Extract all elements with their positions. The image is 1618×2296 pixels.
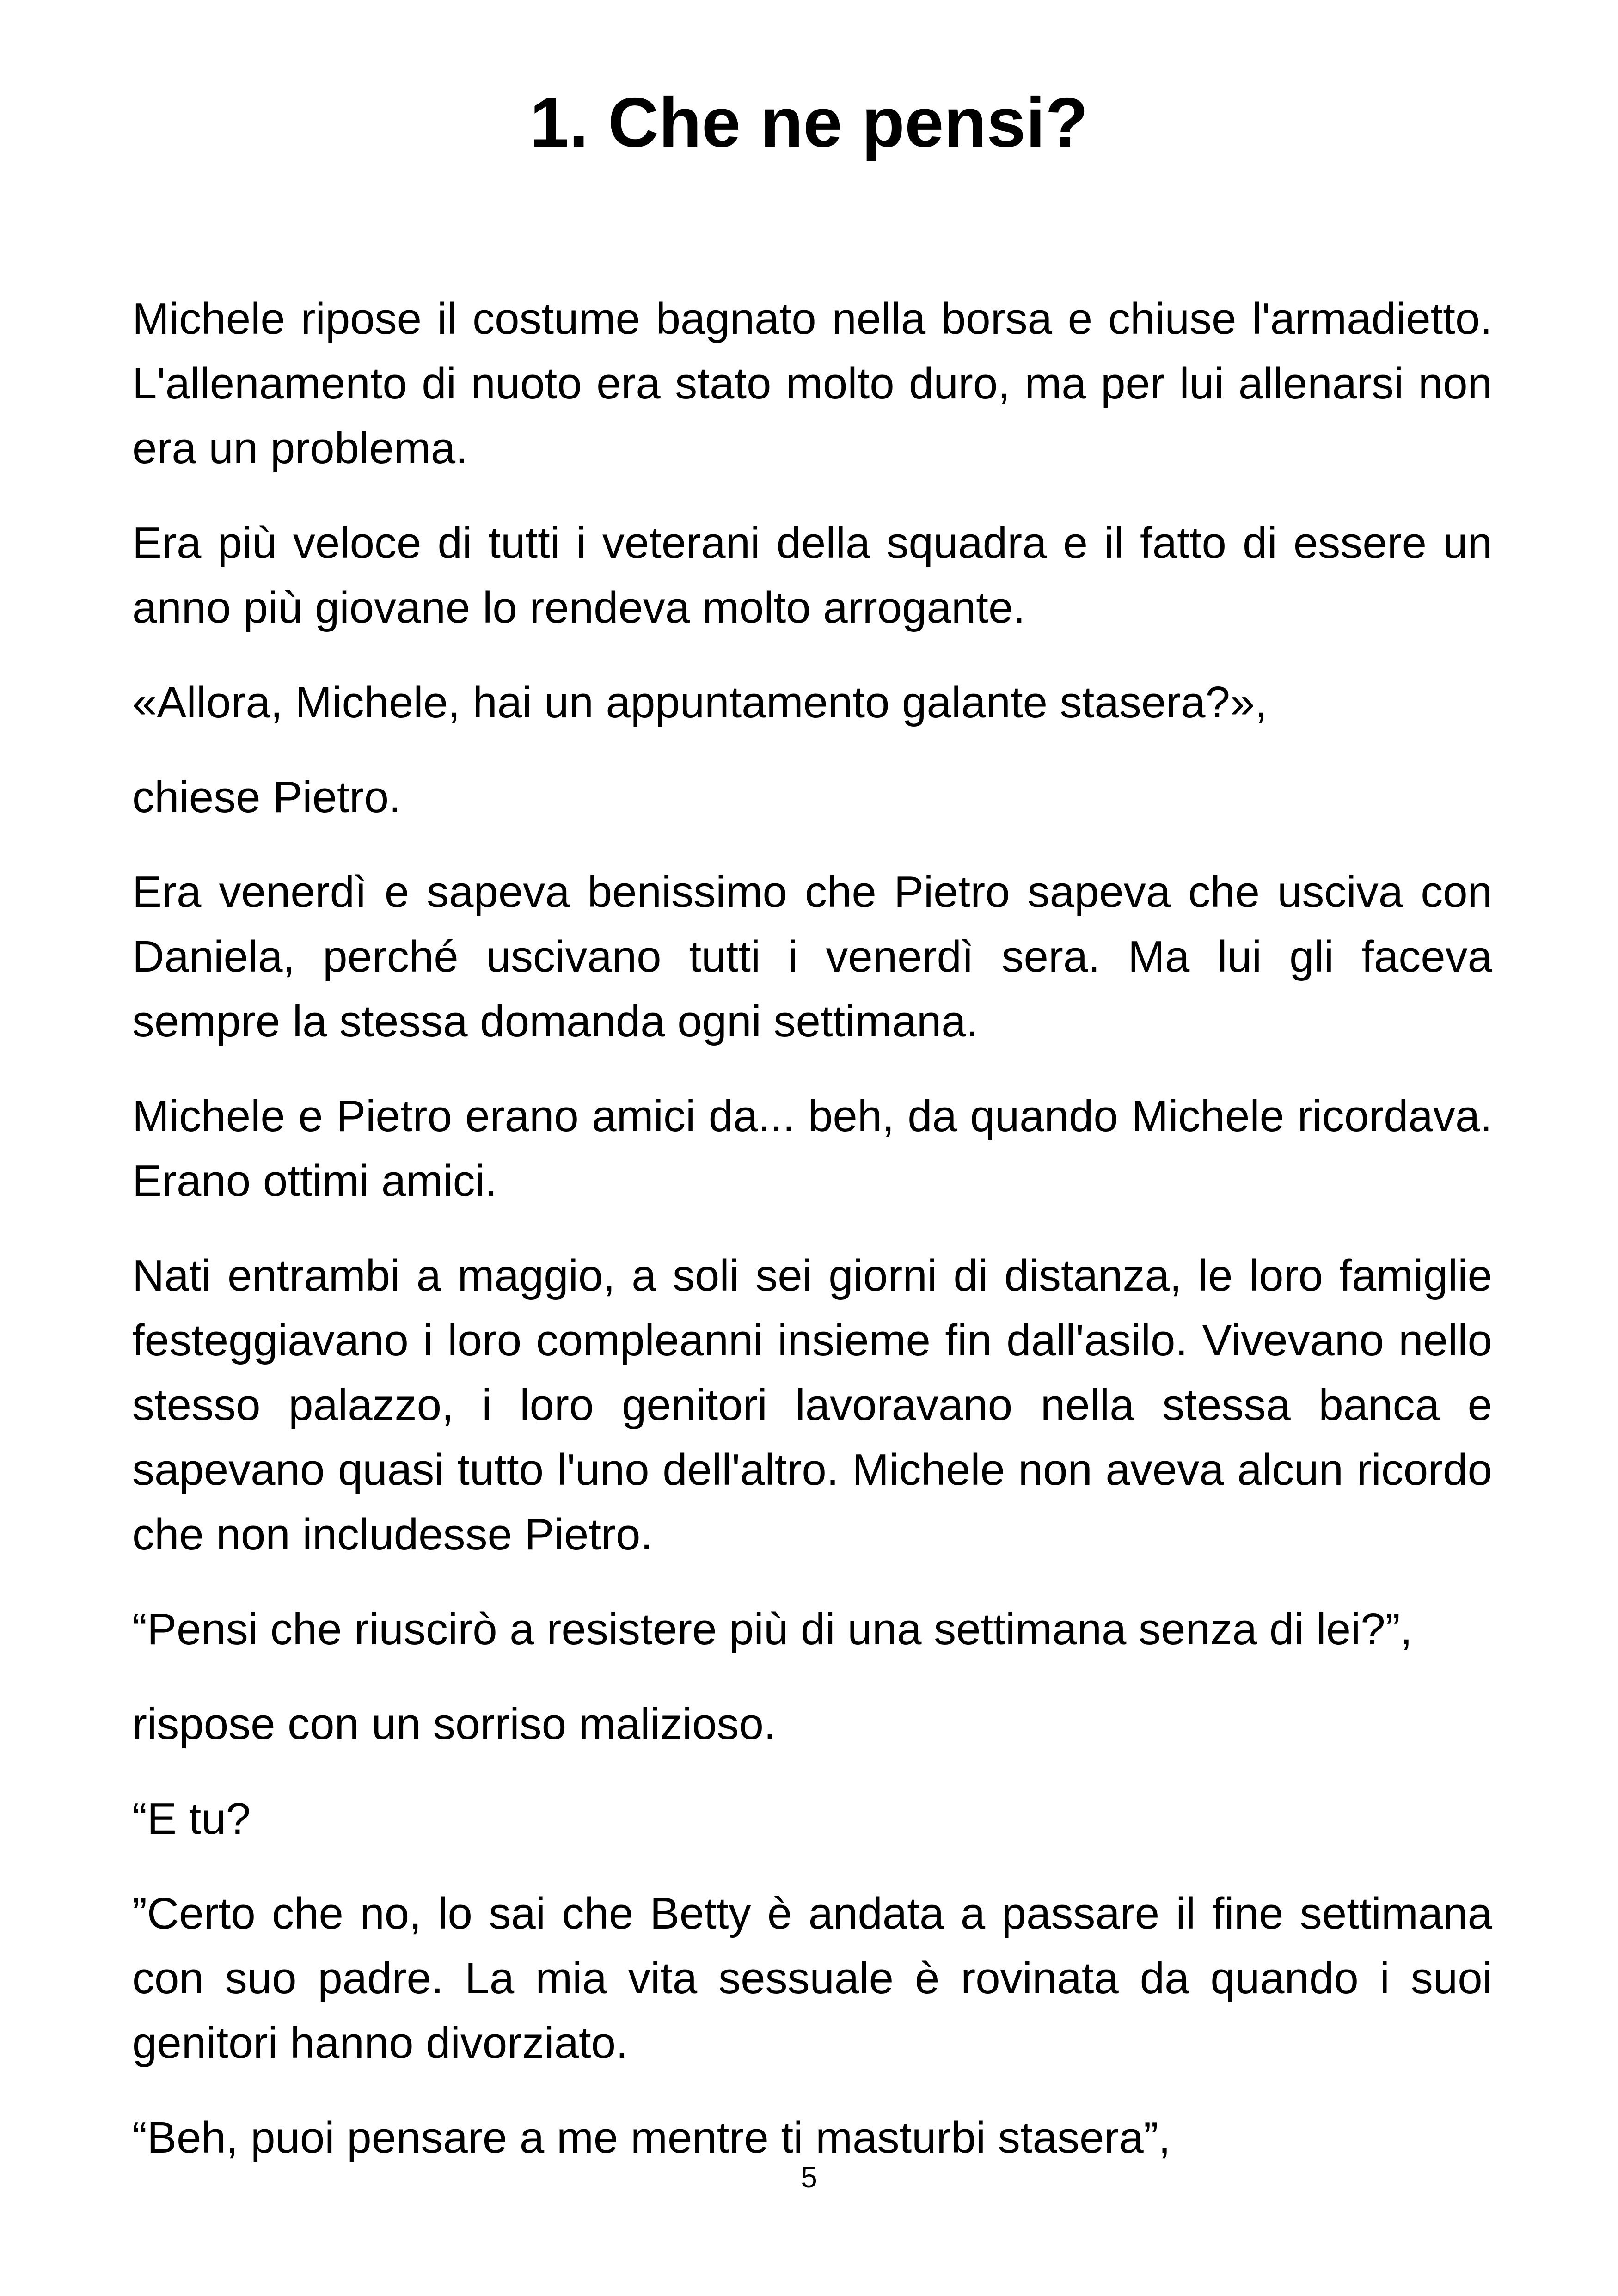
paragraph: Nati entrambi a maggio, a soli sei giorni di distanza, le loro famiglie festeggiavano i loro compleanni insieme fin dall'asilo. Vivevano nello stesso palazzo, i loro genitori lavoravano nella stessa banca e sapevano quasi tutto l'uno dell'altro. Michele non aveva alcun ricordo che non includesse Pietro. xyxy=(132,1251,1492,1559)
paragraph: ”Certo che no, lo sai che Betty è andata a passare il fine settimana con suo padre. La mia vita sessuale è rovinata da quando i suoi genitori hanno divorziato. xyxy=(132,1889,1492,2068)
page-number: 5 xyxy=(801,2161,817,2194)
paragraph: “E tu? xyxy=(132,1794,251,1843)
paragraph: “Pensi che riuscirò a resistere più di una settimana senza di lei?”, xyxy=(132,1604,1413,1654)
paragraph: «Allora, Michele, hai un appuntamento galante stasera?», xyxy=(132,678,1267,727)
paragraph: rispose con un sorriso malizioso. xyxy=(132,1699,776,1749)
paragraph: Era più veloce di tutti i veterani della squadra e il fatto di essere un anno più giovane lo rendeva molto arrogante. xyxy=(132,518,1492,632)
paragraph: Era venerdì e sapeva benissimo che Pietro sapeva che usciva con Daniela, perché uscivano tutti i venerdì sera. Ma lui gli faceva sempre la stessa domanda ogni settimana. xyxy=(132,867,1492,1046)
paragraph: chiese Pietro. xyxy=(132,772,401,822)
chapter-title: 1. Che ne pensi? xyxy=(530,83,1088,162)
paragraph: Michele e Pietro erano amici da... beh, da quando Michele ricordava. Erano ottimi amici. xyxy=(132,1091,1492,1206)
body-text xyxy=(132,287,1492,2200)
paragraph: Michele ripose il costume bagnato nella borsa e chiuse l'armadietto. L'allenamento di nuoto era stato molto duro, ma per lui allenarsi non era un problema. xyxy=(132,294,1492,473)
paragraph: “Beh, puoi pensare a me mentre ti masturbi stasera”, xyxy=(132,2113,1171,2162)
